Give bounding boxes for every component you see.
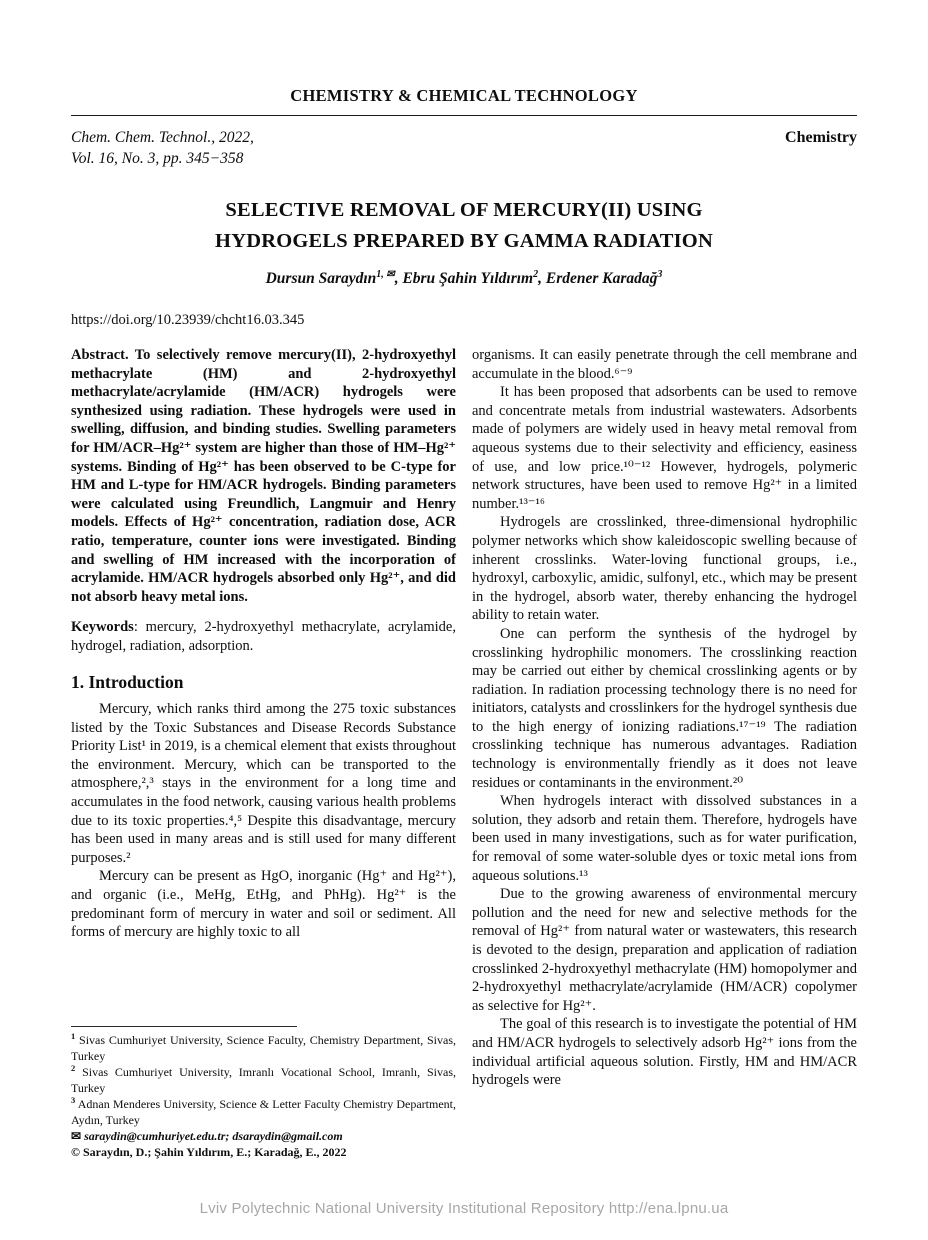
- header-rule: [71, 115, 857, 116]
- running-head: CHEMISTRY & CHEMICAL TECHNOLOGY: [290, 86, 638, 105]
- section-label: Chemistry: [785, 129, 857, 146]
- paper-title-line2: HYDROGELS PREPARED BY GAMMA RADIATION: [215, 230, 713, 252]
- two-column-body: [71, 346, 857, 1160]
- footnote-rule: [71, 1026, 297, 1027]
- footnote-block: [71, 1020, 456, 1160]
- email-addresses[interactable]: saraydin@cumhuriyet.edu.tr; dsaraydin@gmail.com: [84, 1129, 343, 1143]
- repository-footer: Lviv Polytechnic National University Institutional Repository http://ena.lpnu.ua: [199, 1200, 729, 1217]
- body-paragraph: When hydrogels interact with dissolved substances in a solution, they adsorb and retain them. Therefore, hydrogels have been used in many investigations, such as for water purification, for removal of some water-soluble dyes or toxic metal ions from aqueous solutions.¹³: [472, 793, 857, 884]
- keywords-text: : mercury, 2-hydroxyethyl methacrylate, acrylamide, hydrogel, radiation, adsorption.: [71, 619, 456, 654]
- author-name: Dursun Saraydın$^{1, ✉}$,: [265, 268, 403, 287]
- author-affiliation-marker: 2: [533, 268, 539, 280]
- affiliation-footnote: [71, 1032, 456, 1064]
- right-column: [472, 346, 857, 1160]
- abstract-label: Abstract.: [71, 347, 129, 363]
- footnote-marker: 1: [71, 1031, 76, 1041]
- keywords-label: Keywords: [71, 619, 134, 636]
- affiliation-footnote: [71, 1096, 456, 1128]
- affiliation-footnotes: [71, 1032, 456, 1128]
- footnote-text: Adnan Menderes University, Science & Letter Faculty Chemistry Department, Aydın, Turkey: [71, 1097, 456, 1127]
- body-paragraph: organisms. It can easily penetrate through the cell membrane and accumulate in the blood.⁶⁻⁹: [472, 347, 857, 382]
- author-name: Erdener Karadağ$^3$: [545, 268, 663, 287]
- paper-title-line1: SELECTIVE REMOVAL OF MERCURY(II) USING: [225, 199, 703, 221]
- introduction-left-paragraphs: [71, 700, 456, 942]
- body-paragraph: Mercury, which ranks third among the 275 toxic substances listed by the Toxic Substances and Disease Records Substance Priority List¹ in 2019, is a chemical element that exists throughout the environment. Mercury, which can be transported to the atmosphere,²,³ stays in the environment for a long time and accumulates in the food network, causing various health problems due to its toxic properties.⁴,⁵ Despite this disadvantage, mercury has been used in many areas and is still used for many different purposes.²: [71, 701, 456, 866]
- body-paragraph: Due to the growing awareness of environmental mercury pollution and the need for new and selective methods for the removal of Hg²⁺ from natural water or wastewaters, this research is devoted to the design, preparation and application of radiation crosslinked 2-hydroxyethyl methacrylate (HM) homopolymer and 2-hydroxyethyl methacrylate/acrylamide (HM/ACR) copolymer as selective for Hg²⁺.: [472, 886, 857, 1014]
- keywords: [71, 618, 456, 655]
- body-paragraph: Hydrogels are crosslinked, three-dimensional hydrophilic polymer networks which show kaleidoscopic swelling because of inherent crosslinks. Water-loving functional groups, i.e., hydroxyl, carboxylic, amidic, sulfonyl, etc., which may be present in the hydrogel, absorb water, thereby enhancing the hydrogel ability to retain water.: [472, 514, 857, 624]
- body-paragraph: Mercury can be present as HgO, inorganic (Hg⁺ and Hg²⁺), and organic (i.e., MeHg, EtHg, and PhHg). Hg²⁺ is the predominant form of mercury in water and soil or sediment. All forms of mercury are highly toxic to all: [71, 868, 456, 941]
- journal-info-row: [71, 127, 857, 169]
- abstract: [71, 346, 456, 606]
- mail-icon: ✉: [71, 1129, 82, 1143]
- left-column: [71, 346, 456, 1160]
- introduction-heading: 1. Introduction: [71, 671, 184, 692]
- authors-line: [71, 270, 857, 288]
- abstract-text: To selectively remove mercury(II), 2-hydroxyethyl methacrylate (HM) and 2-hydroxyethyl methacrylate/acrylamide (HM/ACR) hydrogels were synthesized using radiation. These hydrogels were used in swelling, diffusion, and binding studies. Swelling parameters for HM/ACR–Hg²⁺ system are higher than those of HM–Hg²⁺ systems. Binding of Hg²⁺ has been observed to be C-type for HM and L-type for HM/ACR hydrogels. Binding parameters were calculated using Freundlich, Langmuir and Henry models. Effects of Hg²⁺ concentration, radiation dose, ACR ratio, temperature, counter ions were investigated. Binding and swelling of HM increased with the incorporation of acrylamide. HM/ACR hydrogels absorbed only Hg²⁺, and did not absorb heavy metal ions.: [71, 347, 456, 605]
- footnote-text: Sivas Cumhuriyet University, Imranlı Vocational School, Imranlı, Sivas, Turkey: [71, 1065, 457, 1095]
- affiliation-footnote: [71, 1064, 456, 1096]
- body-paragraph: One can perform the synthesis of the hydrogel by crosslinking hydrophilic monomers. The crosslinking reaction may be carried out either by chemical crosslinking agents or by radiation. In radiation processing technology there is no need for initiators, catalysts and crosslinkers for the hydrogel synthesis due to the high energy of ionizing radiations.¹⁷⁻¹⁹ The radiation crosslinking technique has numerous advantages. Radiation technology is environmentally friendly as it does not leave residues or contaminants in the environment.²⁰: [472, 625, 857, 791]
- author-affiliation-marker: 1, ✉: [376, 268, 395, 280]
- doi-link[interactable]: https://doi.org/10.23939/chcht16.03.345: [71, 312, 305, 328]
- author-name: Ebru Şahin Yıldırım$^2$,: [402, 268, 546, 287]
- body-paragraph: It has been proposed that adsorbents can be used to remove and concentrate metals from industrial wastewaters. Adsorbents made of polymers are widely used in heavy metal removal from aqueous systems due to their selectivity and efficiency, easiness of use, and low price.¹⁰⁻¹² However, hydrogels, polymeric network structures, have been used to remove Hg²⁺ in a limited number.¹³⁻¹⁶: [472, 384, 857, 512]
- copyright-line: © Saraydın, D.; Şahin Yıldırım, E.; Karadağ, E., 2022: [71, 1145, 347, 1159]
- footnote-marker: 3: [71, 1095, 76, 1105]
- footnote-text: Sivas Cumhuriyet University, Science Faculty, Chemistry Department, Sivas, Turkey: [71, 1033, 456, 1063]
- author-affiliation-marker: 3: [657, 268, 663, 280]
- footnote-marker: 2: [71, 1063, 76, 1073]
- paper-title: [71, 195, 857, 257]
- journal-citation-line1: Chem. Chem. Technol., 2022,: [71, 129, 254, 146]
- body-paragraph: The goal of this research is to investigate the potential of HM and HM/ACR hydrogels to selectively adsorb Hg²⁺ ions from the individual artificial aqueous solution. Firstly, HM and HM/ACR hydrogels were: [472, 1016, 857, 1089]
- corresponding-email-line[interactable]: [71, 1128, 456, 1144]
- journal-citation: [71, 127, 254, 169]
- journal-citation-line2: Vol. 16, No. 3, pp. 345−358: [71, 150, 244, 167]
